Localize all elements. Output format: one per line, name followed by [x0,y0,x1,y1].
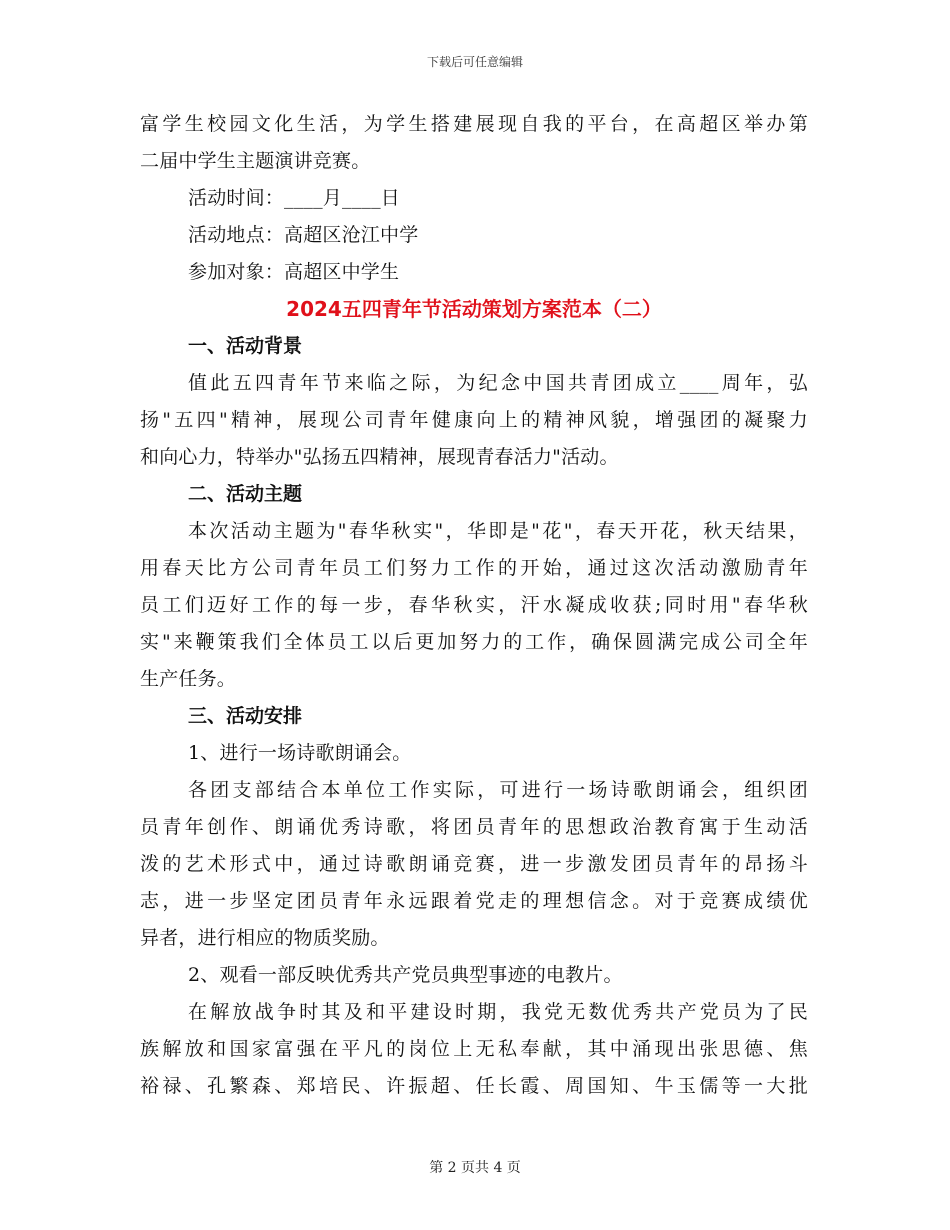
page-header: 下载后可任意编辑 [426,55,523,69]
paragraph-line: 实"来鞭策我们全体员工以后更加努力的工作，确保圆满完成公司全年 [140,631,808,653]
section-heading-background: 一、活动背景 [188,335,303,357]
paragraph-line: 泼的艺术形式中，通过诗歌朗诵竞赛，进一步激发团员青年的昂扬斗 [140,853,808,875]
activity-target: 参加对象：高超区中学生 [188,261,400,283]
page-footer: 第 2 页共 4 页 [429,1160,521,1176]
section-heading-theme: 二、活动主题 [188,483,303,505]
paragraph-line: 值此五四青年节来临之际，为纪念中国共青团成立____周年，弘 [188,372,808,394]
paragraph-line: 本次活动主题为"春华秋实"，华即是"花"，春天开花，秋天结果， [188,520,808,542]
paragraph-line: 裕禄、孔繁森、郑培民、许振超、任长霞、周国知、牛玉儒等一大批 [140,1075,808,1097]
activity-place: 活动地点：高超区沧江中学 [188,224,419,246]
paragraph-line: 富学生校园文化生活，为学生搭建展现自我的平台，在高超区举办第 [140,113,808,135]
document-body [140,106,808,1105]
paragraph-line: 在解放战争时其及和平建设时期，我党无数优秀共产党员为了民 [188,1001,808,1023]
paragraph-line: 二届中学生主题演讲竞赛。 [140,150,371,172]
list-item-1: 1、进行一场诗歌朗诵会。 [188,742,412,764]
paragraph-line: 异者，进行相应的物质奖励。 [140,927,390,949]
paragraph-line: 用春天比方公司青年员工们努力工作的开始，通过这次活动激励青年 [140,557,808,579]
paragraph-line: 生产任务。 [140,668,237,690]
paragraph-line: 员青年创作、朗诵优秀诗歌，将团员青年的思想政治教育寓于生动活 [140,816,808,838]
paragraph-line: 扬"五四"精神，展现公司青年健康向上的精神风貌，增强团的凝聚力 [140,409,808,431]
paragraph-line: 各团支部结合本单位工作实际，可进行一场诗歌朗诵会，组织团 [188,779,808,801]
paragraph-line: 族解放和国家富强在平凡的岗位上无私奉献，其中涌现出张思德、焦 [140,1038,808,1060]
document-title: 2024五四青年节活动策划方案范本（二） [286,297,662,321]
activity-time: 活动时间：____月____日 [188,187,401,209]
paragraph-line: 和向心力，特举办"弘扬五四精神，展现青春活力"活动。 [140,446,619,468]
paragraph-line: 志，进一步坚定团员青年永远跟着党走的理想信念。对于竞赛成绩优 [140,890,808,912]
section-heading-arrangement: 三、活动安排 [188,705,303,727]
paragraph-line: 员工们迈好工作的每一步，春华秋实，汗水凝成收获;同时用"春华秋 [140,594,808,616]
list-item-2: 2、观看一部反映优秀共产党员典型事迹的电教片。 [188,964,623,986]
